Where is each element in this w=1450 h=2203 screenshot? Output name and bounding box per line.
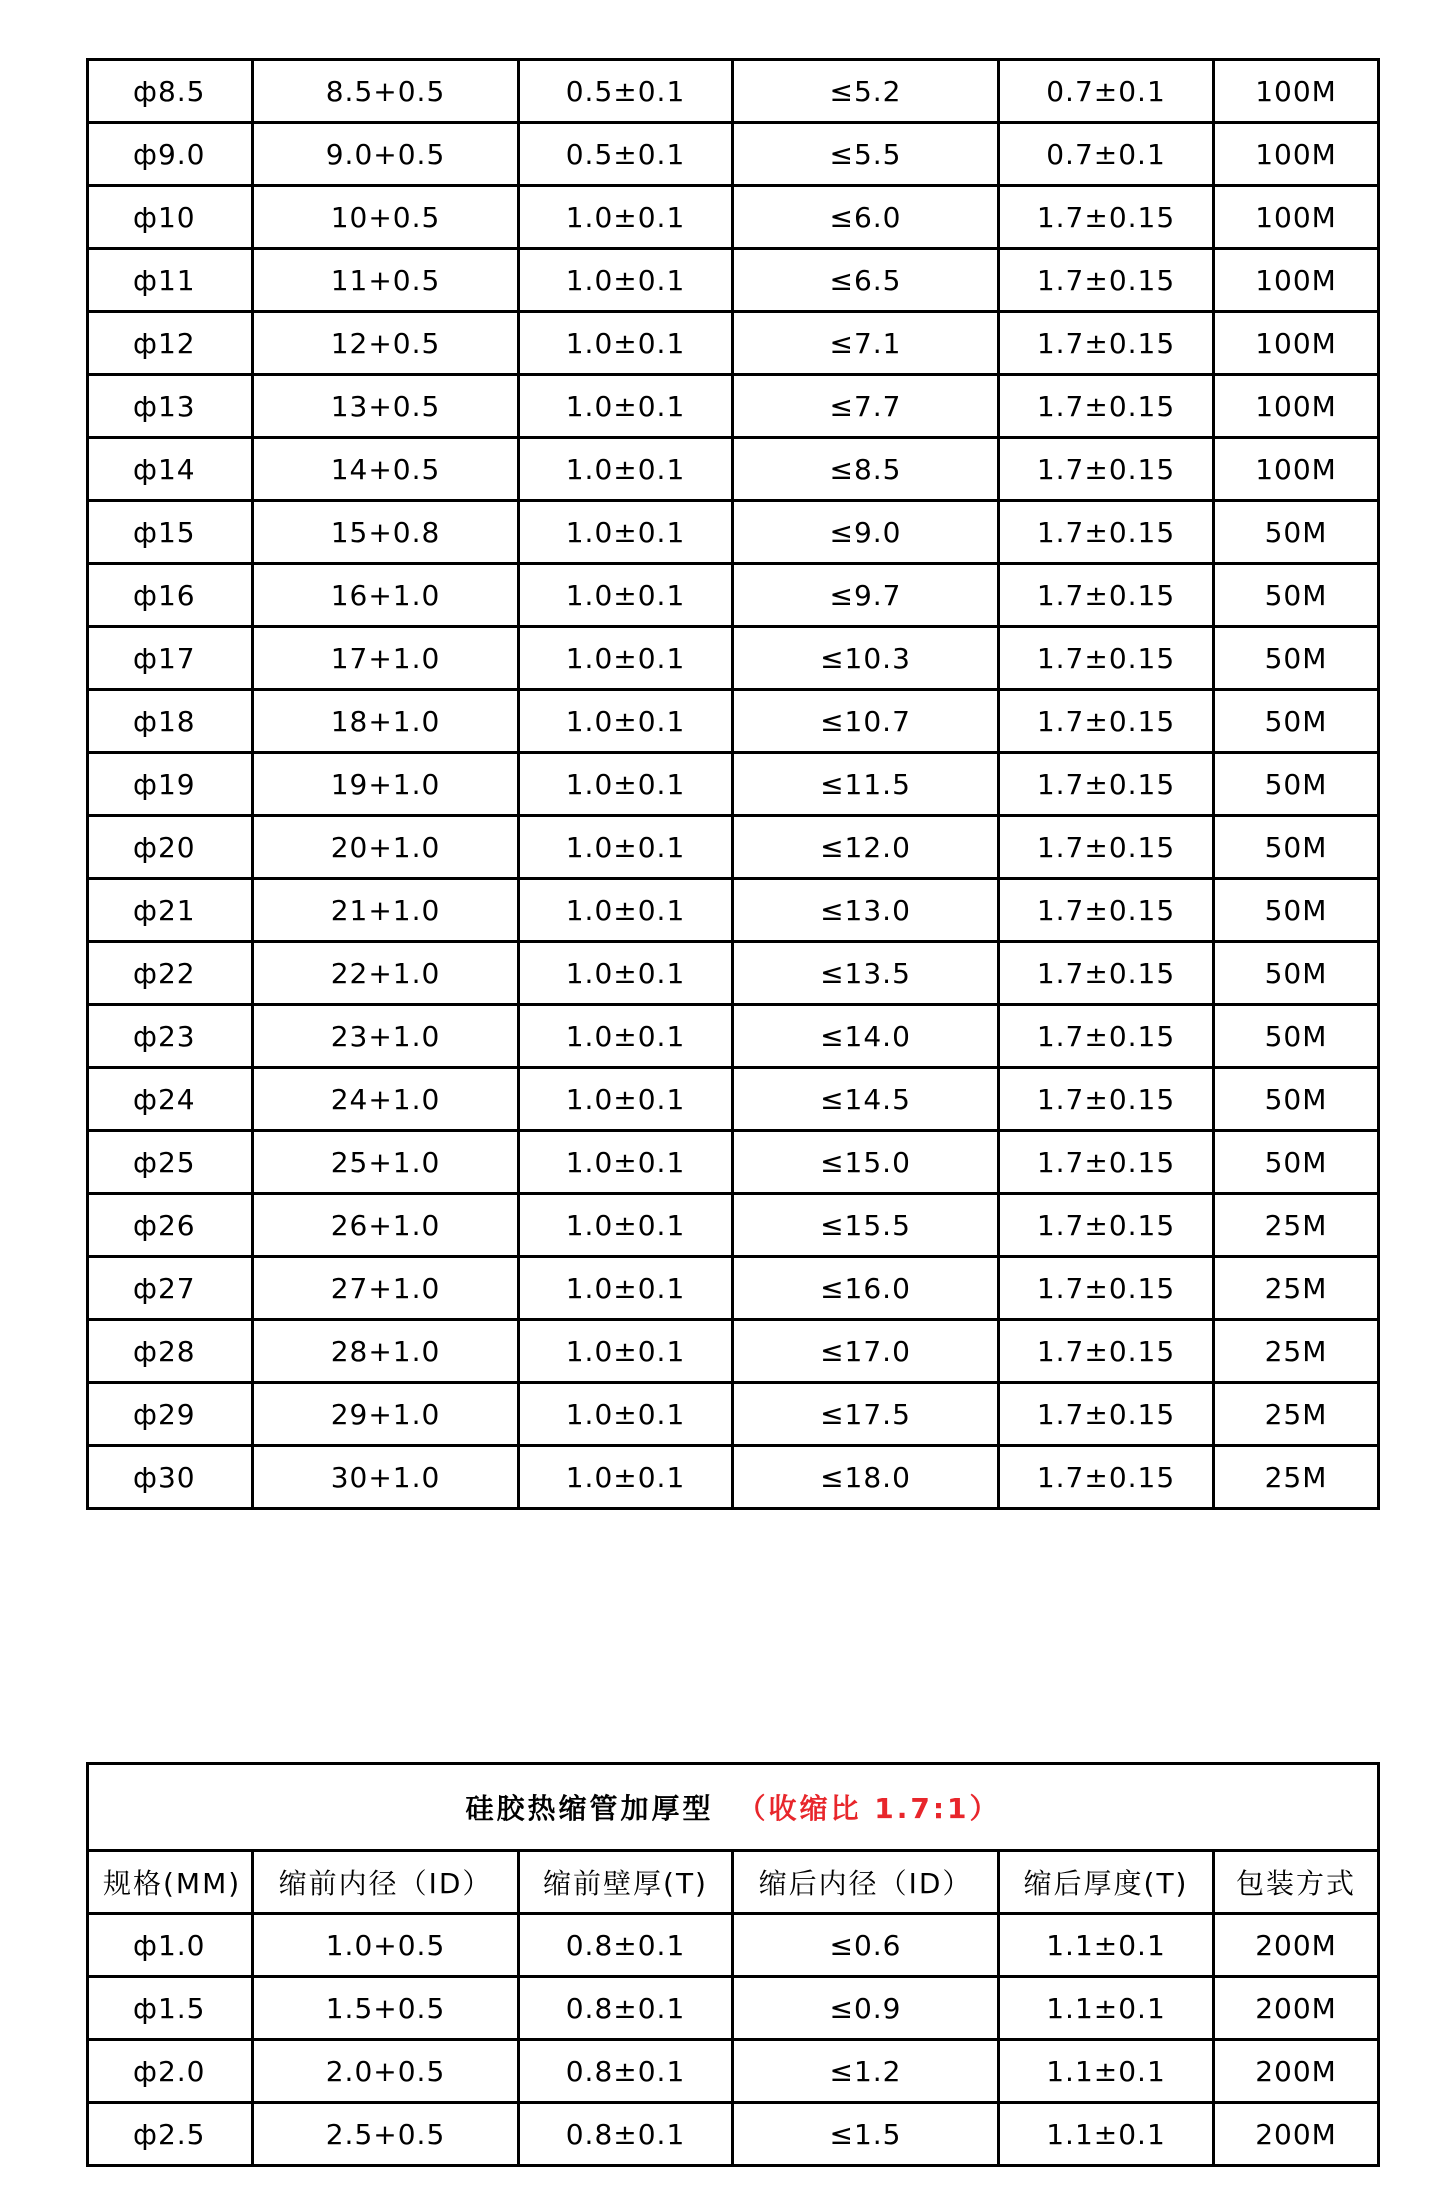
table-cell: 27+1.0 [253,1257,519,1320]
table-cell: 1.0±0.1 [519,501,733,564]
spec-table-standard [86,58,1380,1510]
table-row [88,816,1379,879]
table-cell: ф30 [88,1446,253,1509]
table-cell: 1.7±0.15 [999,501,1214,564]
table-cell: 19+1.0 [253,753,519,816]
table-cell: ф15 [88,501,253,564]
table-cell: 0.8±0.1 [519,1914,733,1977]
table-cell: 0.7±0.1 [999,123,1214,186]
table-row [88,1446,1379,1509]
table-cell: ≤15.5 [733,1194,999,1257]
table-cell: 1.0±0.1 [519,312,733,375]
table-cell: 10+0.5 [253,186,519,249]
table-cell: 16+1.0 [253,564,519,627]
table-title-cell [88,1764,1379,1851]
table-cell: ≤17.5 [733,1383,999,1446]
table-cell: 100M [1214,375,1379,438]
table-cell: 1.0±0.1 [519,249,733,312]
table-cell: 0.8±0.1 [519,2103,733,2166]
table-cell: 25M [1214,1446,1379,1509]
table-cell: 100M [1214,438,1379,501]
table-cell: ≤5.2 [733,60,999,123]
table-cell: ф1.5 [88,1977,253,2040]
table-cell: 1.0±0.1 [519,942,733,1005]
table-cell: ≤15.0 [733,1131,999,1194]
table-cell: ≤0.9 [733,1977,999,2040]
table-cell: ≤6.5 [733,249,999,312]
table-row [88,1914,1379,1977]
table-cell: ≤12.0 [733,816,999,879]
table-cell: 1.0±0.1 [519,753,733,816]
table-row [88,1257,1379,1320]
table-cell: ≤16.0 [733,1257,999,1320]
table-row [88,1068,1379,1131]
table-cell: 1.7±0.15 [999,816,1214,879]
table-cell: 1.0±0.1 [519,1194,733,1257]
table-cell: ≤7.7 [733,375,999,438]
table-cell: ≤9.7 [733,564,999,627]
table-cell: 1.0±0.1 [519,690,733,753]
column-header: 缩后内径（ID） [733,1851,999,1914]
table-cell: ф27 [88,1257,253,1320]
table-cell: ф23 [88,1005,253,1068]
table-cell: 200M [1214,2040,1379,2103]
table-cell: 1.7±0.15 [999,249,1214,312]
table-cell: 1.7±0.15 [999,1383,1214,1446]
table-cell: 25+1.0 [253,1131,519,1194]
table-row [88,1320,1379,1383]
table-row [88,690,1379,753]
table-row [88,312,1379,375]
table-cell: 50M [1214,501,1379,564]
table-cell: ≤10.3 [733,627,999,690]
table-cell: 1.0±0.1 [519,1068,733,1131]
table-cell: ф14 [88,438,253,501]
table-cell: 1.1±0.1 [999,1914,1214,1977]
table-row [88,2040,1379,2103]
table-cell: 1.0±0.1 [519,1257,733,1320]
table-cell: ≤17.0 [733,1320,999,1383]
table-row [88,375,1379,438]
table-cell: 1.0±0.1 [519,879,733,942]
column-header: 包装方式 [1214,1851,1379,1914]
table-row [88,564,1379,627]
table-cell: ≤14.5 [733,1068,999,1131]
table-cell: ≤8.5 [733,438,999,501]
table-cell: 1.0±0.1 [519,627,733,690]
table-cell: ф24 [88,1068,253,1131]
table-cell: 50M [1214,627,1379,690]
table-cell: ф18 [88,690,253,753]
table-cell: 50M [1214,1005,1379,1068]
table-cell: 50M [1214,690,1379,753]
table-cell: 0.7±0.1 [999,60,1214,123]
table-cell: 1.7±0.15 [999,564,1214,627]
table-cell: 1.7±0.15 [999,438,1214,501]
table-cell: ф8.5 [88,60,253,123]
table-cell: ф1.0 [88,1914,253,1977]
table-row [88,1977,1379,2040]
table-cell: 1.7±0.15 [999,753,1214,816]
table-cell: 30+1.0 [253,1446,519,1509]
table-row [88,1005,1379,1068]
column-header: 缩前内径（ID） [253,1851,519,1914]
table-cell: 25M [1214,1257,1379,1320]
shrink-ratio-label: （收缩比 1.7:1） [737,1792,1001,1825]
table-cell: 26+1.0 [253,1194,519,1257]
table-cell: 200M [1214,1977,1379,2040]
table-cell: 100M [1214,186,1379,249]
table-cell: ф2.0 [88,2040,253,2103]
table-cell: 1.7±0.15 [999,312,1214,375]
table-cell: 1.0±0.1 [519,1005,733,1068]
table-cell: 22+1.0 [253,942,519,1005]
table-cell: 1.7±0.15 [999,1005,1214,1068]
table-row [88,186,1379,249]
table-cell: 2.0+0.5 [253,2040,519,2103]
table-row [88,249,1379,312]
table-cell: 1.7±0.15 [999,186,1214,249]
table-cell: 24+1.0 [253,1068,519,1131]
table-row [88,879,1379,942]
table-cell: 50M [1214,942,1379,1005]
table-row [88,1194,1379,1257]
table-cell: ≤13.0 [733,879,999,942]
table-cell: 1.0±0.1 [519,1383,733,1446]
table-cell: 1.7±0.15 [999,375,1214,438]
table-cell: 1.1±0.1 [999,1977,1214,2040]
table-cell: 200M [1214,2103,1379,2166]
table-title-row [88,1764,1379,1851]
table-cell: 1.7±0.15 [999,690,1214,753]
column-header: 缩前壁厚(T) [519,1851,733,1914]
table-cell: ф29 [88,1383,253,1446]
table-cell: 11+0.5 [253,249,519,312]
spec-table-thick-body [88,1764,1379,2166]
table-cell: ф22 [88,942,253,1005]
table-cell: 100M [1214,249,1379,312]
table-cell: 50M [1214,879,1379,942]
table-cell: ≤1.2 [733,2040,999,2103]
table-cell: 29+1.0 [253,1383,519,1446]
table-cell: ф28 [88,1320,253,1383]
table-cell: ≤5.5 [733,123,999,186]
table-cell: 200M [1214,1914,1379,1977]
table-cell: ≤0.6 [733,1914,999,1977]
table-cell: 9.0+0.5 [253,123,519,186]
table-row [88,501,1379,564]
table-cell: 50M [1214,564,1379,627]
table-cell: 25M [1214,1194,1379,1257]
table-cell: 25M [1214,1320,1379,1383]
table-cell: ф16 [88,564,253,627]
table-cell: 1.5+0.5 [253,1977,519,2040]
table-cell: 17+1.0 [253,627,519,690]
table-cell: ф13 [88,375,253,438]
table-row [88,123,1379,186]
table-cell: 0.8±0.1 [519,1977,733,2040]
table-cell: ≤9.0 [733,501,999,564]
table-cell: 28+1.0 [253,1320,519,1383]
table-cell: 1.1±0.1 [999,2040,1214,2103]
column-header: 缩后厚度(T) [999,1851,1214,1914]
table-cell: ф19 [88,753,253,816]
table-cell: 1.0±0.1 [519,186,733,249]
table-row [88,942,1379,1005]
table-cell: 1.7±0.15 [999,1257,1214,1320]
table-cell: 100M [1214,60,1379,123]
table-cell: 1.0±0.1 [519,1446,733,1509]
table-cell: ф21 [88,879,253,942]
table-cell: 1.7±0.15 [999,942,1214,1005]
table-cell: 50M [1214,753,1379,816]
table-cell: 21+1.0 [253,879,519,942]
table-cell: ф10 [88,186,253,249]
table-cell: 15+0.8 [253,501,519,564]
table-cell: 0.8±0.1 [519,2040,733,2103]
table-cell: 2.5+0.5 [253,2103,519,2166]
table-cell: 1.0±0.1 [519,1131,733,1194]
table-cell: ф9.0 [88,123,253,186]
table-cell: 1.7±0.15 [999,1194,1214,1257]
table-row [88,60,1379,123]
table-cell: ф11 [88,249,253,312]
table-cell: 50M [1214,1131,1379,1194]
table-row [88,438,1379,501]
table-cell: 1.7±0.15 [999,879,1214,942]
table-cell: 100M [1214,312,1379,375]
table-cell: 1.0±0.1 [519,564,733,627]
table-header-row [88,1851,1379,1914]
table-cell: ≤14.0 [733,1005,999,1068]
spec-table-thick [86,1762,1380,2167]
table-cell: 1.7±0.15 [999,627,1214,690]
table-cell: 1.7±0.15 [999,1320,1214,1383]
table-cell: 1.0+0.5 [253,1914,519,1977]
table-cell: ф26 [88,1194,253,1257]
table-cell: 13+0.5 [253,375,519,438]
table-row [88,627,1379,690]
table-cell: ф2.5 [88,2103,253,2166]
table-cell: ф17 [88,627,253,690]
table-cell: 1.7±0.15 [999,1068,1214,1131]
table-cell: ≤11.5 [733,753,999,816]
table-cell: 25M [1214,1383,1379,1446]
table-cell: 18+1.0 [253,690,519,753]
table-row [88,1383,1379,1446]
table-cell: 1.7±0.15 [999,1446,1214,1509]
table-title: 硅胶热缩管加厚型 [465,1792,714,1825]
table-cell: 14+0.5 [253,438,519,501]
table-cell: ≤13.5 [733,942,999,1005]
table-cell: 23+1.0 [253,1005,519,1068]
table-cell: 0.5±0.1 [519,123,733,186]
spec-table-standard-body [88,60,1379,1509]
table-cell: ф12 [88,312,253,375]
table-row [88,2103,1379,2166]
table-cell: ≤10.7 [733,690,999,753]
table-cell: 20+1.0 [253,816,519,879]
table-cell: ≤7.1 [733,312,999,375]
table-row [88,1131,1379,1194]
table-cell: ≤6.0 [733,186,999,249]
table-cell: ≤1.5 [733,2103,999,2166]
table-cell: 8.5+0.5 [253,60,519,123]
table-cell: ≤18.0 [733,1446,999,1509]
table-cell: ф20 [88,816,253,879]
table-cell: 1.0±0.1 [519,438,733,501]
table-cell: ф25 [88,1131,253,1194]
table-cell: 12+0.5 [253,312,519,375]
table-cell: 50M [1214,816,1379,879]
table-cell: 1.7±0.15 [999,1131,1214,1194]
table-cell: 1.1±0.1 [999,2103,1214,2166]
table-cell: 0.5±0.1 [519,60,733,123]
table-cell: 1.0±0.1 [519,375,733,438]
table-cell: 50M [1214,1068,1379,1131]
table-row [88,753,1379,816]
table-cell: 1.0±0.1 [519,1320,733,1383]
column-header: 规格(MM) [88,1851,253,1914]
table-cell: 1.0±0.1 [519,816,733,879]
table-cell: 100M [1214,123,1379,186]
